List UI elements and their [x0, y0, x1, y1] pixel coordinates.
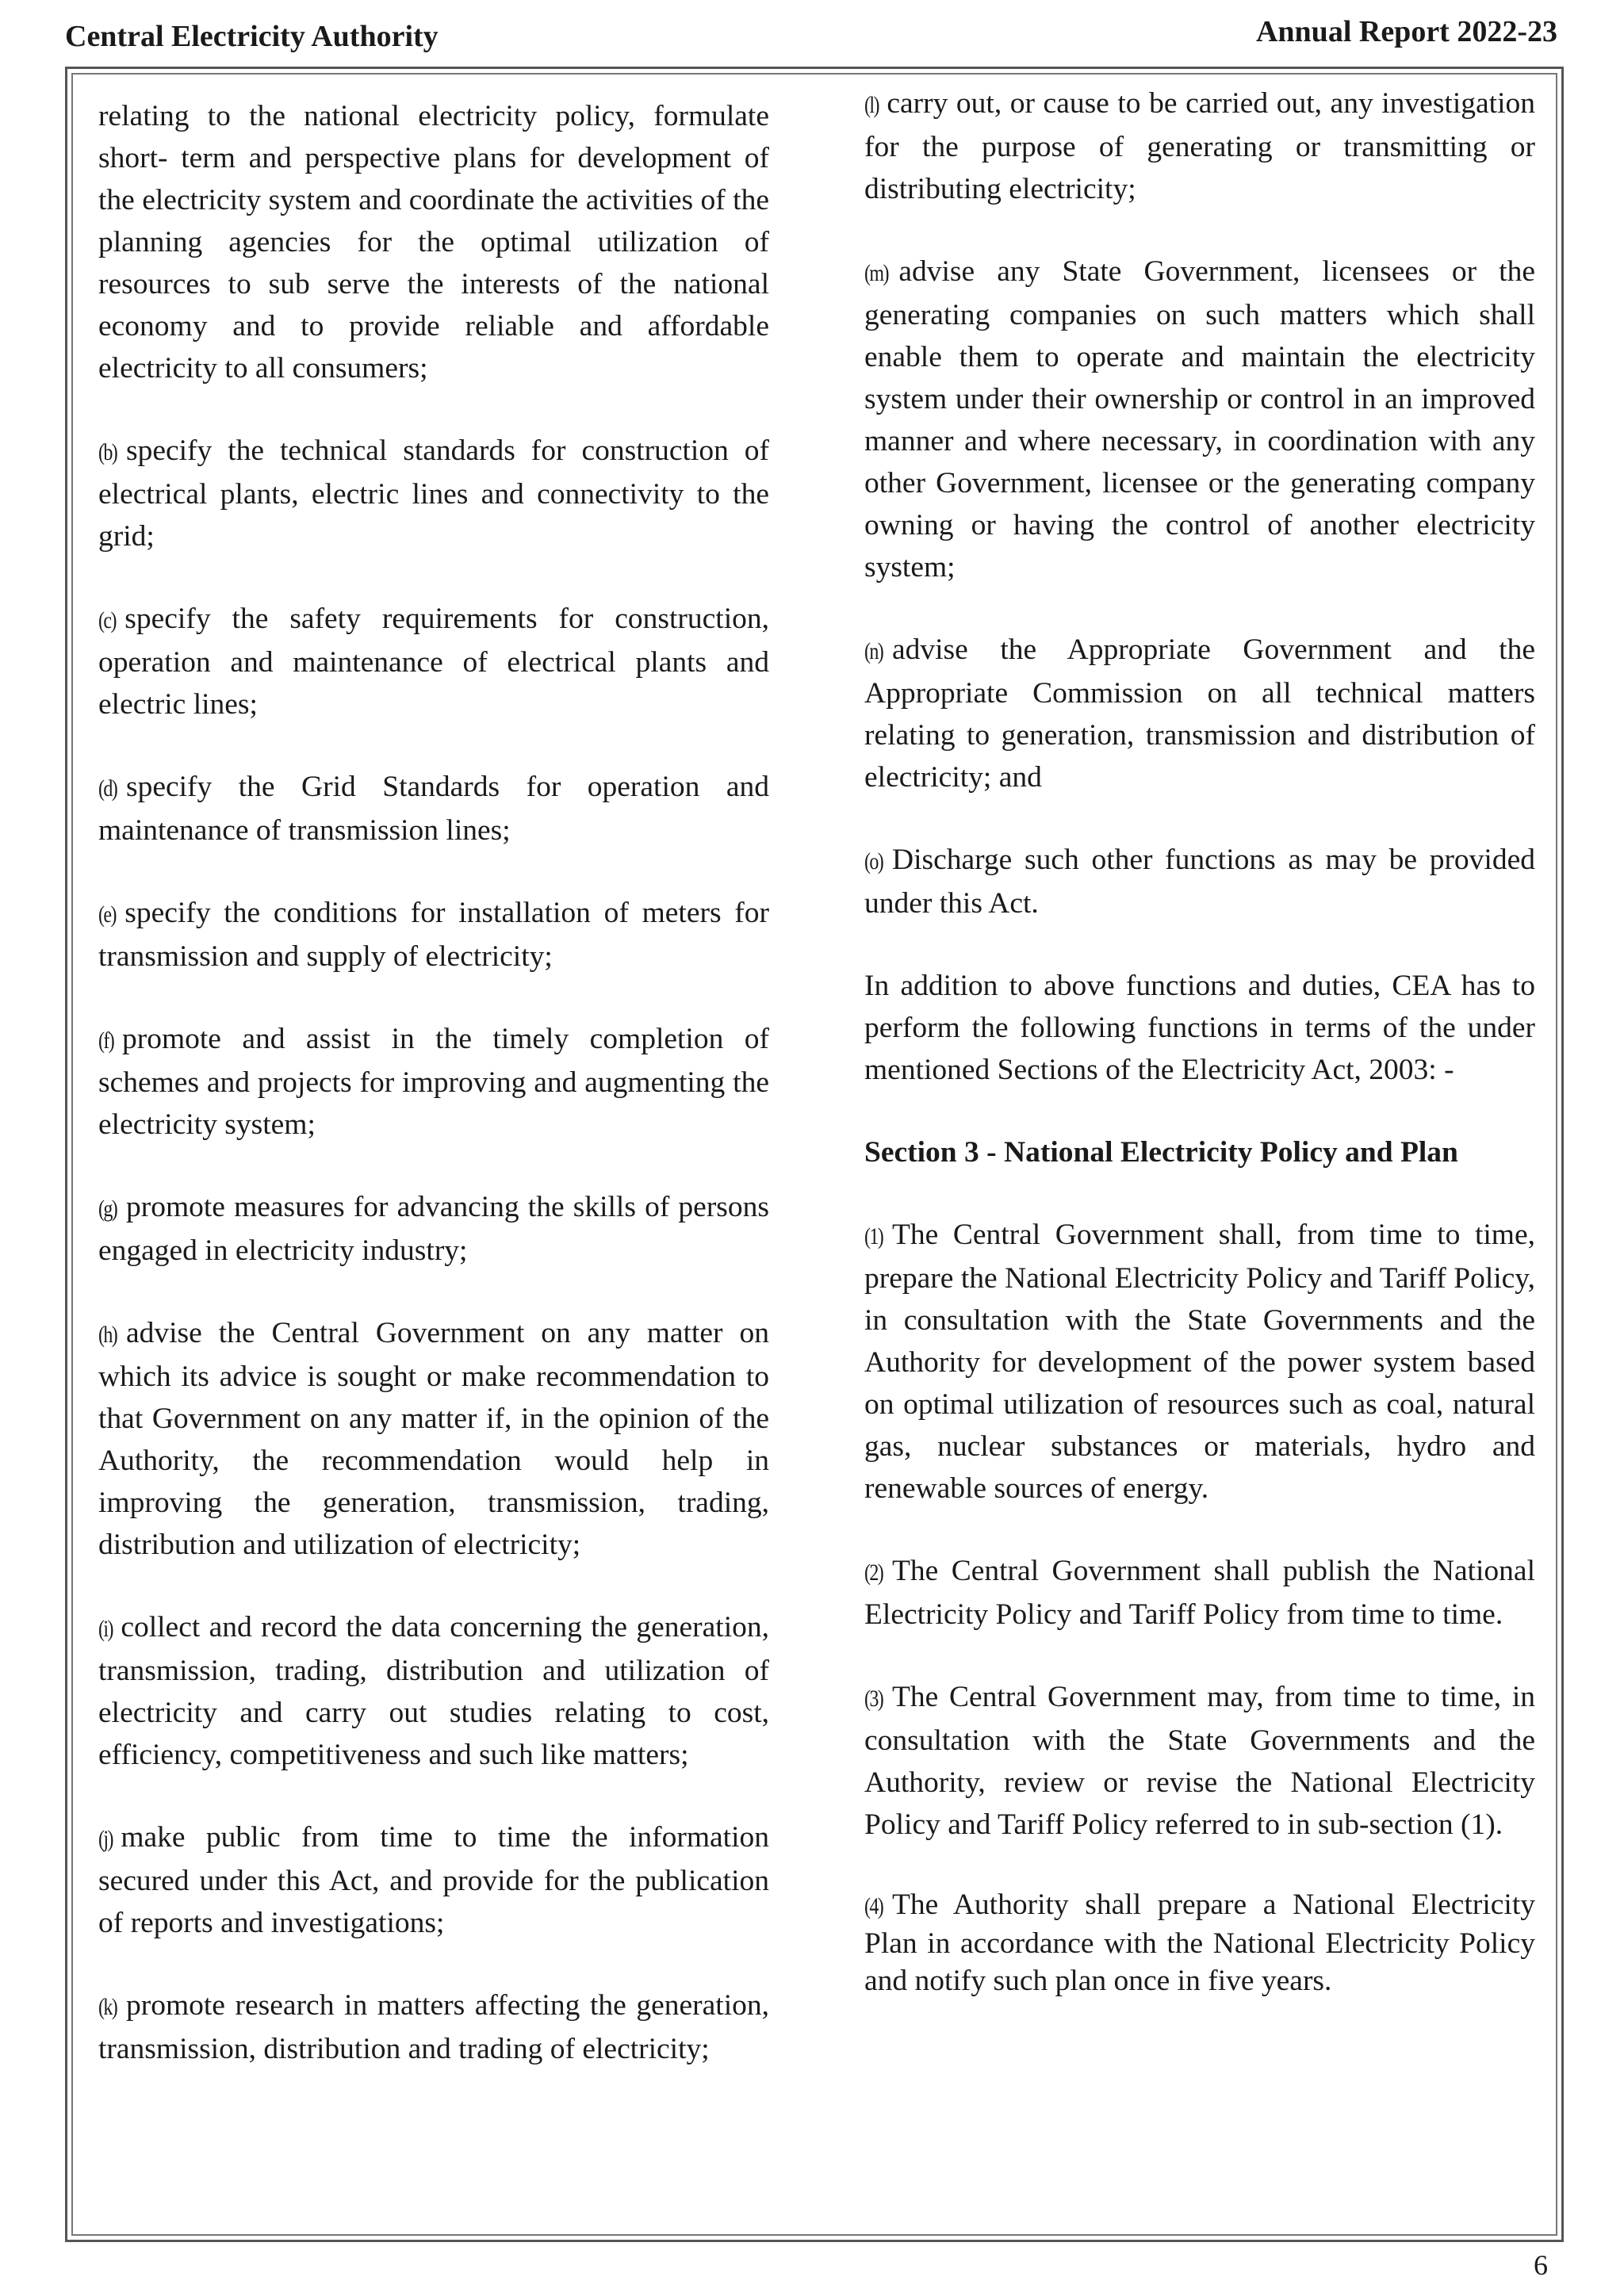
function-item [98, 95, 769, 389]
item-marker: (h) [98, 1322, 117, 1348]
item-marker: (c) [98, 607, 116, 633]
item-text: specify the conditions for installation of meters for transmission and supply of electricity; [98, 897, 769, 973]
item-marker: (j) [98, 1826, 113, 1852]
item-marker: (l) [864, 92, 879, 118]
item-text: promote research in matters affecting the generation, transmission, distribution and trading of electricity; [98, 1989, 769, 2065]
section-heading: Section 3 - National Electricity Policy and Plan [864, 1136, 1458, 1169]
item-text: carry out, or cause to be carried out, any investigation for the purpose of generating or transmitting or distributing electricity; [864, 87, 1535, 205]
function-item [98, 1186, 769, 1272]
item-text: advise the Appropriate Government and the Appropriate Commission on all technical matters relating to generation, transmission and distribution of electricity; and [864, 633, 1535, 794]
left-column [98, 95, 769, 2110]
item-marker: (b) [98, 439, 117, 465]
item-marker: (o) [864, 848, 883, 874]
item-text: specify the safety requirements for construction, operation and maintenance of electrical plants and electric lines; [98, 603, 769, 721]
subsection-item [864, 1676, 1535, 1846]
item-text: collect and record the data concerning the generation, transmission, trading, distribution and utilization of electricity and carry out studies relating to cost, efficiency, competitiveness and such like matters; [98, 1611, 769, 1771]
page-number: 6 [1534, 2249, 1548, 2281]
header-report-title: Annual Report 2022-23 [1255, 15, 1557, 48]
subsection-item [864, 1550, 1535, 1636]
function-item [864, 82, 1535, 210]
item-marker: (e) [98, 901, 116, 928]
function-item [864, 839, 1535, 924]
function-item [98, 766, 769, 851]
subsection-text: The Central Government may, from time to time, in consultation with the State Governments and the Authority, review or revise the National Electricity Policy and Tariff Policy referred to in sub-section (1). [864, 1681, 1535, 1841]
header-org-name: Central Electricity Authority [65, 20, 439, 53]
item-marker: (g) [98, 1196, 117, 1222]
function-item [98, 1018, 769, 1146]
function-item [98, 598, 769, 725]
item-marker: (f) [98, 1027, 114, 1054]
intro-paragraph: In addition to above functions and duties, CEA has to perform the following functions in terms of the under mentioned Sections of the Electricity Act, 2003: - [864, 970, 1535, 1086]
item-text: advise any State Government, licensees or the generating companies on such matters which shall enable them to operate and maintain the electricity system under their ownership or control in an improved manner and where necessary, in coordination with any other Government, licensee or the generating company owning or having the control of another electricity system; [864, 255, 1535, 584]
subsection-text: The Central Government shall publish the National Electricity Policy and Tariff Policy from time to time. [864, 1555, 1535, 1631]
function-item [864, 251, 1535, 588]
item-marker: (d) [98, 775, 117, 802]
item-text: advise the Central Government on any matter on which its advice is sought or make recommendation to that Government on any matter if, in the opinion of the Authority, the recommendation would help in improving the generation, transmission, trading, distribution and utilization of electricity; [98, 1317, 769, 1561]
subsection-text: The Central Government shall, from time to time, prepare the National Electricity Policy and Tariff Policy, in consultation with the State Governments and the Authority for development of the power system based on optimal utilization of resources such as coal, natural gas, nuclear substances or materials, hydro and renewable sources of energy. [864, 1219, 1535, 1505]
item-marker: (i) [98, 1616, 113, 1642]
function-item [98, 1606, 769, 1776]
function-item [864, 629, 1535, 798]
item-text: make public from time to time the information secured under this Act, and provide for the publication of reports and investigations; [98, 1821, 769, 1939]
item-text: promote measures for advancing the skills of persons engaged in electricity industry; [98, 1191, 769, 1267]
function-item [98, 1984, 769, 2070]
item-text: relating to the national electricity policy, formulate short- term and perspective plans for development of the electricity system and coordinate the activities of the planning agencies for the optimal utilization of resources to sub serve the interests of the national economy and to provide reliable and affordable electricity to all consumers; [98, 100, 769, 385]
item-marker: (k) [98, 1994, 117, 2020]
item-text: specify the technical standards for construction of electrical plants, electric lines and connectivity to the grid; [98, 434, 769, 553]
subsection-marker: (3) [864, 1686, 883, 1712]
subsection-marker: (2) [864, 1559, 883, 1586]
item-text: Discharge such other functions as may be provided under this Act. [864, 844, 1535, 920]
function-item [98, 1312, 769, 1566]
function-item [98, 430, 769, 557]
subsection-marker: (4) [864, 1893, 883, 1919]
function-item [98, 892, 769, 978]
subsection-item [864, 1886, 1535, 1999]
function-item [98, 1816, 769, 1944]
item-marker: (m) [864, 260, 888, 286]
right-column [864, 82, 1535, 2040]
item-text: specify the Grid Standards for operation and maintenance of transmission lines; [98, 771, 769, 847]
subsection-marker: (1) [864, 1223, 883, 1249]
item-marker: (n) [864, 638, 883, 664]
item-text: promote and assist in the timely completion of schemes and projects for improving and augmenting the electricity system; [98, 1023, 769, 1141]
subsection-text: The Authority shall prepare a National Electricity Plan in accordance with the National Electricity Policy and notify such plan once in five years. [864, 1888, 1535, 1997]
subsection-item [864, 1214, 1535, 1510]
